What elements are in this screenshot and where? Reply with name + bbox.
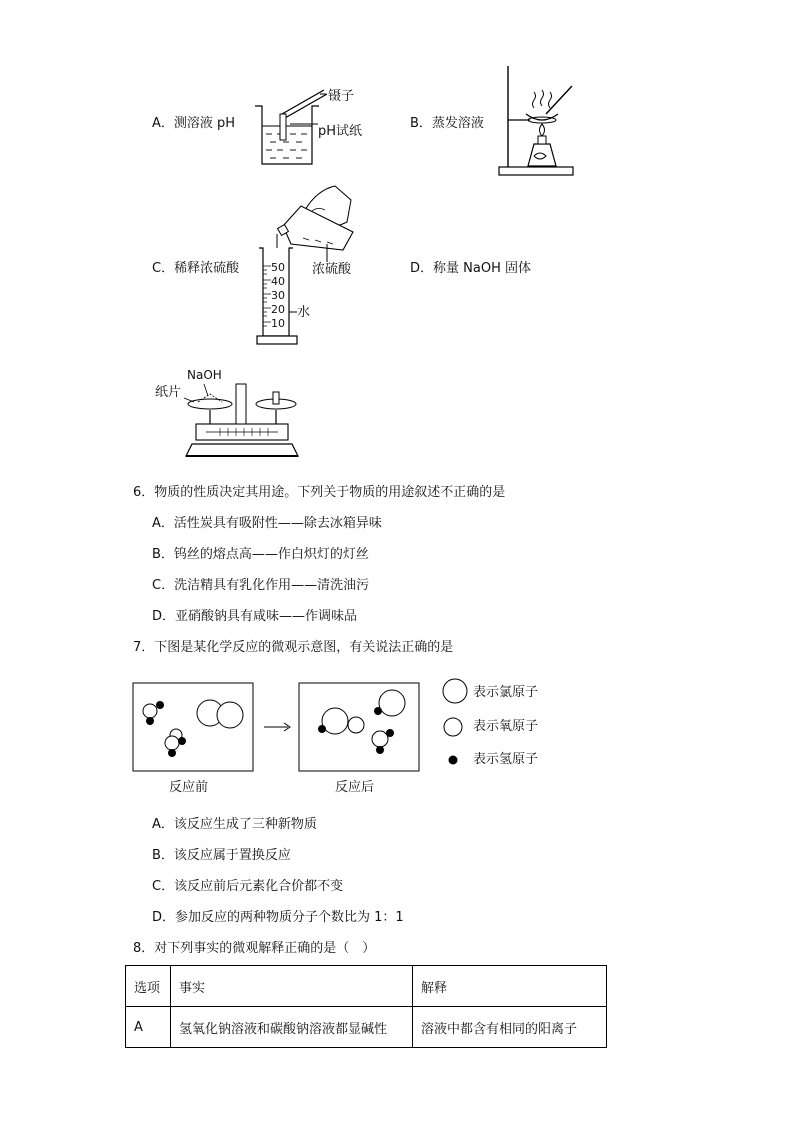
fig-d-label-naoh: NaOH [187, 368, 222, 382]
table-cell-explanation: 溶液中都含有相同的阳离子 [413, 1007, 607, 1048]
table-row [126, 1007, 607, 1048]
fig-c-tick-40: 40 [271, 275, 285, 288]
fig-b-evaporation [496, 64, 580, 178]
fig-a-label-paper: pH试纸 [318, 124, 363, 139]
q6-option-b: B．钨丝的熔点高——作白炽灯的灯丝 [152, 547, 369, 562]
q6-stem: 6．物质的性质决定其用途。下列关于物质的用途叙述不正确的是 [133, 485, 506, 500]
q7-option-b: B．该反应属于置换反应 [152, 848, 291, 863]
q5-option-a: A．测溶液 pH [152, 116, 236, 131]
q6-option-a: A．活性炭具有吸附性——除去冰箱异味 [152, 516, 382, 531]
fig-c-tick-10: 10 [271, 317, 285, 330]
table-header-option: 选项 [126, 966, 171, 1007]
fig-c-tick-30: 30 [271, 289, 285, 302]
fig-d-label-paper: 纸片 [155, 385, 182, 400]
q5-option-d: D．称量 NaOH 固体 [410, 261, 531, 276]
q8-stem: 8．对下列事实的微观解释正确的是（ ） [133, 941, 376, 956]
table-header-explanation: 解释 [413, 966, 607, 1007]
q7-label-after: 反应后 [335, 780, 375, 795]
q6-option-d: D．亚硝酸钠具有咸味——作调味品 [152, 609, 358, 624]
fig-a-label-tweezers: 镊子 [328, 89, 355, 104]
q7-option-c: C．该反应前后元素化合价都不变 [152, 879, 344, 894]
table-cell-option: A [126, 1007, 171, 1048]
q6-option-c: C．洗洁精具有乳化作用——清洗油污 [152, 578, 370, 593]
q7-stem: 7．下图是某化学反应的微观示意图，有关说法正确的是 [133, 640, 454, 655]
table-header-fact: 事实 [171, 966, 413, 1007]
q5-option-c: C．稀释浓硫酸 [152, 261, 240, 276]
fig-c-label-acid: 浓硫酸 [312, 262, 352, 277]
fig-c-label-water: 水 [297, 305, 311, 320]
fig-d-balance [180, 370, 304, 464]
table-header-row [126, 966, 607, 1007]
q7-legend-o: 表示氧原子 [473, 719, 539, 734]
q7-option-a: A．该反应生成了三种新物质 [152, 817, 317, 832]
fig-c-tick-50: 50 [271, 261, 285, 274]
table-cell-fact: 氢氧化钠溶液和碳酸钠溶液都显碱性 [171, 1007, 413, 1048]
q7-option-d: D．参加反应的两种物质分子个数比为 1：1 [152, 910, 404, 925]
q7-label-before: 反应前 [169, 780, 209, 795]
q7-legend-h: 表示氢原子 [473, 752, 539, 767]
q8-table [125, 965, 607, 1048]
fig-c-tick-20: 20 [271, 303, 285, 316]
q5-option-b: B．蒸发溶液 [410, 116, 484, 131]
q7-legend-cl: 表示氯原子 [473, 685, 539, 700]
